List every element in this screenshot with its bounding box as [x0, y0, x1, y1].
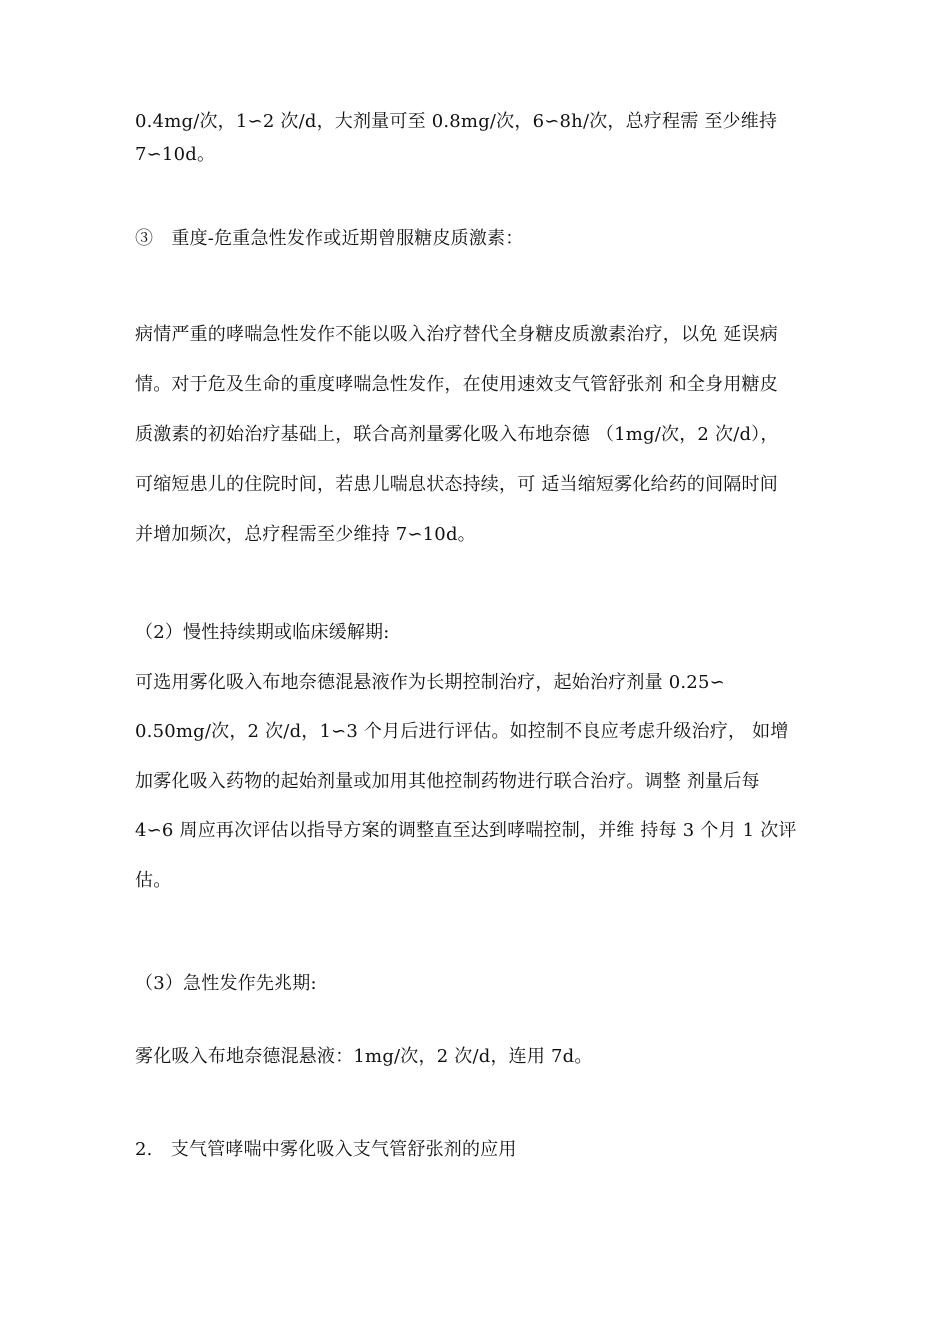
paragraph-3-line-4: 4∽6 周应再次评估以指导方案的调整直至达到哮喘控制，并维 持每 3 个月 1 次评	[135, 820, 797, 841]
paragraph-3-line-1: 可选用雾化吸入布地奈德混悬液作为长期控制治疗，起始治疗剂量 0.25∽	[135, 672, 725, 693]
paragraph-3-line-2: 0.50mg/次，2 次/d，1∽3 个月后进行评估。如控制不良应考虑升级治疗， 如增	[135, 721, 789, 742]
heading-chronic-phase: （2）慢性持续期或临床缓解期:	[135, 622, 390, 643]
paragraph-1-line-1: 0.4mg/次，1∽2 次/d，大剂量可至 0.8mg/次，6∽8h/次，总疗程需 至少维持	[135, 111, 778, 132]
heading-severe-attack: ③ 重度-危重急性发作或近期曾服糖皮质激素：	[135, 228, 524, 249]
paragraph-1-line-2: 7∽10d。	[135, 144, 216, 165]
paragraph-4: 雾化吸入布地奈德混悬液：1mg/次，2 次/d，连用 7d。	[135, 1046, 593, 1067]
paragraph-2-line-5: 并增加频次，总疗程需至少维持 7∽10d。	[135, 524, 476, 545]
paragraph-2-line-1: 病情严重的哮喘急性发作不能以吸入治疗替代全身糖皮质激素治疗，以免 延误病	[135, 324, 778, 345]
paragraph-3-line-5: 估。	[135, 870, 172, 891]
heading-prodrome-phase: （3）急性发作先兆期:	[135, 973, 317, 994]
paragraph-2-line-2: 情。对于危及生命的重度哮喘急性发作，在使用速效支气管舒张剂 和全身用糖皮	[135, 374, 778, 395]
paragraph-2-line-4: 可缩短患儿的住院时间，若患儿喘息状态持续，可 适当缩短雾化给药的间隔时间	[135, 474, 778, 495]
section-2-heading: 2. 支气管哮喘中雾化吸入支气管舒张剂的应用	[135, 1139, 517, 1160]
paragraph-3-line-3: 加雾化吸入药物的起始剂量或加用其他控制药物进行联合治疗。调整 剂量后每	[135, 771, 760, 792]
paragraph-2-line-3: 质激素的初始治疗基础上，联合高剂量雾化吸入布地奈德 （1mg/次，2 次/d），	[135, 424, 779, 445]
